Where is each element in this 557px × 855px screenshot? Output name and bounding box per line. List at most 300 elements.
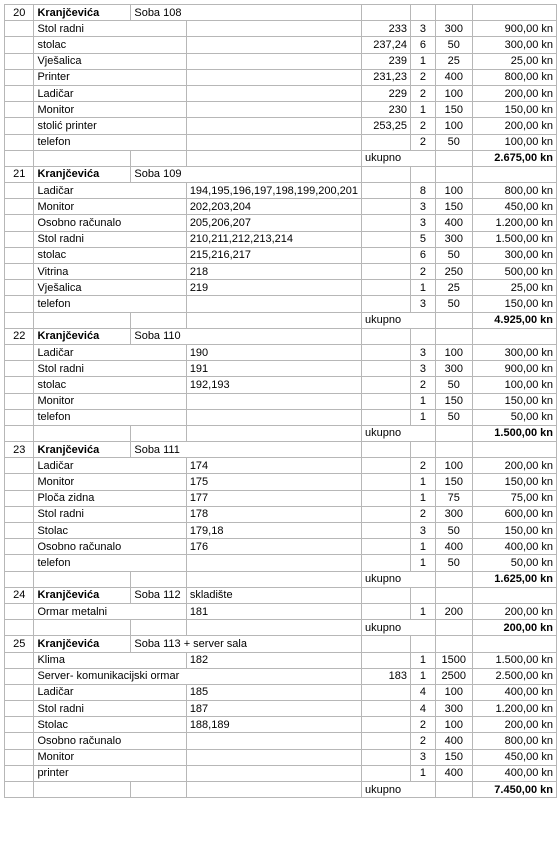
empty-cell[interactable] — [5, 280, 34, 296]
room-number-cell[interactable]: 20 — [5, 5, 34, 21]
item-name-cell[interactable]: Printer — [34, 69, 186, 85]
quantity-cell[interactable]: 1 — [410, 409, 435, 425]
empty-cell[interactable] — [435, 636, 472, 652]
empty-cell[interactable] — [410, 5, 435, 21]
line-total-cell[interactable]: 400,00 kn — [472, 684, 556, 700]
empty-cell[interactable] — [435, 620, 472, 636]
quantity-cell[interactable]: 3 — [410, 523, 435, 539]
empty-cell[interactable] — [435, 150, 472, 166]
room-label-cell[interactable]: Soba 108 — [131, 5, 362, 21]
inventory-numbers-cell[interactable]: 181 — [186, 603, 361, 619]
line-total-cell[interactable]: 1.500,00 kn — [472, 231, 556, 247]
empty-cell[interactable] — [131, 425, 186, 441]
inventory-numbers-cell[interactable] — [186, 555, 361, 571]
empty-cell[interactable] — [186, 150, 361, 166]
empty-cell[interactable] — [435, 571, 472, 587]
code-cell[interactable] — [362, 555, 411, 571]
empty-cell[interactable] — [472, 636, 556, 652]
unit-price-cell[interactable]: 100 — [435, 118, 472, 134]
room-total-cell[interactable]: 1.500,00 kn — [472, 425, 556, 441]
unit-price-cell[interactable]: 50 — [435, 37, 472, 53]
line-total-cell[interactable]: 200,00 kn — [472, 118, 556, 134]
line-total-cell[interactable]: 450,00 kn — [472, 749, 556, 765]
empty-cell[interactable] — [5, 21, 34, 37]
inventory-numbers-cell[interactable]: 175 — [186, 474, 361, 490]
line-total-cell[interactable]: 500,00 kn — [472, 264, 556, 280]
item-name-cell[interactable]: Monitor — [34, 749, 186, 765]
inventory-numbers-cell[interactable]: 174 — [186, 458, 361, 474]
item-name-cell[interactable]: stolac — [34, 377, 186, 393]
empty-cell[interactable] — [5, 603, 34, 619]
empty-cell[interactable] — [5, 506, 34, 522]
empty-cell[interactable] — [472, 587, 556, 603]
empty-cell[interactable] — [131, 620, 186, 636]
empty-cell[interactable] — [472, 442, 556, 458]
empty-cell[interactable] — [5, 765, 34, 781]
quantity-cell[interactable]: 3 — [410, 21, 435, 37]
inventory-numbers-cell[interactable] — [186, 69, 361, 85]
inventory-numbers-cell[interactable]: 179,18 — [186, 523, 361, 539]
quantity-cell[interactable]: 1 — [410, 102, 435, 118]
unit-price-cell[interactable]: 2500 — [435, 668, 472, 684]
quantity-cell[interactable]: 3 — [410, 215, 435, 231]
empty-cell[interactable] — [5, 69, 34, 85]
empty-cell[interactable] — [34, 571, 131, 587]
unit-price-cell[interactable]: 50 — [435, 296, 472, 312]
line-total-cell[interactable]: 100,00 kn — [472, 377, 556, 393]
empty-cell[interactable] — [5, 344, 34, 360]
line-total-cell[interactable]: 900,00 kn — [472, 21, 556, 37]
empty-cell[interactable] — [5, 37, 34, 53]
unit-price-cell[interactable]: 300 — [435, 21, 472, 37]
code-cell[interactable] — [362, 490, 411, 506]
empty-cell[interactable] — [5, 652, 34, 668]
room-number-cell[interactable]: 25 — [5, 636, 34, 652]
room-number-cell[interactable]: 24 — [5, 587, 34, 603]
empty-cell[interactable] — [5, 571, 34, 587]
empty-cell[interactable] — [131, 150, 186, 166]
code-cell[interactable] — [362, 701, 411, 717]
line-total-cell[interactable]: 600,00 kn — [472, 506, 556, 522]
item-name-cell[interactable]: Stol radni — [34, 506, 186, 522]
item-name-cell[interactable]: telefon — [34, 296, 186, 312]
empty-cell[interactable] — [435, 425, 472, 441]
empty-cell[interactable] — [5, 620, 34, 636]
quantity-cell[interactable]: 1 — [410, 280, 435, 296]
room-extra-cell[interactable]: skladište — [186, 587, 361, 603]
empty-cell[interactable] — [435, 312, 472, 328]
empty-cell[interactable] — [435, 5, 472, 21]
code-cell[interactable] — [362, 134, 411, 150]
inventory-numbers-cell[interactable]: 210,211,212,213,214 — [186, 231, 361, 247]
empty-cell[interactable] — [410, 442, 435, 458]
total-label-cell[interactable]: ukupno — [362, 782, 436, 798]
inventory-numbers-cell[interactable]: 177 — [186, 490, 361, 506]
quantity-cell[interactable]: 3 — [410, 296, 435, 312]
line-total-cell[interactable]: 300,00 kn — [472, 247, 556, 263]
inventory-numbers-cell[interactable]: 178 — [186, 506, 361, 522]
quantity-cell[interactable]: 3 — [410, 344, 435, 360]
unit-price-cell[interactable]: 100 — [435, 458, 472, 474]
code-cell[interactable] — [362, 296, 411, 312]
room-total-cell[interactable]: 4.925,00 kn — [472, 312, 556, 328]
item-name-cell[interactable]: Monitor — [34, 199, 186, 215]
quantity-cell[interactable]: 3 — [410, 361, 435, 377]
quantity-cell[interactable]: 1 — [410, 652, 435, 668]
room-label-cell[interactable]: Soba 110 — [131, 328, 362, 344]
inventory-numbers-cell[interactable]: 192,193 — [186, 377, 361, 393]
unit-price-cell[interactable]: 300 — [435, 231, 472, 247]
item-name-cell[interactable]: Stol radni — [34, 361, 186, 377]
room-number-cell[interactable]: 21 — [5, 166, 34, 182]
code-cell[interactable]: 253,25 — [362, 118, 411, 134]
item-name-cell[interactable]: stolić printer — [34, 118, 186, 134]
code-cell[interactable] — [362, 377, 411, 393]
code-cell[interactable] — [362, 361, 411, 377]
empty-cell[interactable] — [362, 442, 411, 458]
inventory-numbers-cell[interactable] — [186, 21, 361, 37]
item-name-cell[interactable]: Vješalica — [34, 53, 186, 69]
empty-cell[interactable] — [5, 782, 34, 798]
quantity-cell[interactable]: 2 — [410, 377, 435, 393]
inventory-numbers-cell[interactable]: 188,189 — [186, 717, 361, 733]
code-cell[interactable] — [362, 765, 411, 781]
empty-cell[interactable] — [5, 296, 34, 312]
quantity-cell[interactable]: 3 — [410, 199, 435, 215]
item-name-cell[interactable]: Vješalica — [34, 280, 186, 296]
empty-cell[interactable] — [5, 490, 34, 506]
unit-price-cell[interactable]: 100 — [435, 85, 472, 101]
quantity-cell[interactable]: 2 — [410, 69, 435, 85]
empty-cell[interactable] — [362, 5, 411, 21]
unit-price-cell[interactable]: 100 — [435, 344, 472, 360]
line-total-cell[interactable]: 25,00 kn — [472, 53, 556, 69]
inventory-numbers-cell[interactable]: 182 — [186, 652, 361, 668]
line-total-cell[interactable]: 150,00 kn — [472, 393, 556, 409]
quantity-cell[interactable]: 1 — [410, 474, 435, 490]
line-total-cell[interactable]: 400,00 kn — [472, 765, 556, 781]
code-cell[interactable]: 233 — [362, 21, 411, 37]
inventory-numbers-cell[interactable]: 194,195,196,197,198,199,200,201 — [186, 183, 361, 199]
room-number-cell[interactable]: 22 — [5, 328, 34, 344]
inventory-numbers-cell[interactable] — [186, 749, 361, 765]
empty-cell[interactable] — [472, 5, 556, 21]
item-name-cell[interactable]: Ploča zidna — [34, 490, 186, 506]
line-total-cell[interactable]: 150,00 kn — [472, 296, 556, 312]
inventory-numbers-cell[interactable]: 191 — [186, 361, 361, 377]
empty-cell[interactable] — [5, 523, 34, 539]
inventory-numbers-cell[interactable] — [186, 409, 361, 425]
quantity-cell[interactable]: 6 — [410, 37, 435, 53]
code-cell[interactable] — [362, 409, 411, 425]
room-label-cell[interactable]: Soba 112 — [131, 587, 186, 603]
code-cell[interactable] — [362, 717, 411, 733]
code-cell[interactable] — [362, 539, 411, 555]
quantity-cell[interactable]: 1 — [410, 668, 435, 684]
empty-cell[interactable] — [435, 442, 472, 458]
empty-cell[interactable] — [435, 328, 472, 344]
unit-price-cell[interactable]: 100 — [435, 717, 472, 733]
line-total-cell[interactable]: 800,00 kn — [472, 69, 556, 85]
empty-cell[interactable] — [5, 215, 34, 231]
code-cell[interactable]: 231,23 — [362, 69, 411, 85]
inventory-numbers-cell[interactable]: 219 — [186, 280, 361, 296]
room-label-cell[interactable]: Soba 109 — [131, 166, 362, 182]
line-total-cell[interactable]: 200,00 kn — [472, 458, 556, 474]
empty-cell[interactable] — [5, 361, 34, 377]
line-total-cell[interactable]: 1.200,00 kn — [472, 215, 556, 231]
item-name-cell[interactable]: printer — [34, 765, 186, 781]
code-cell[interactable] — [362, 684, 411, 700]
item-name-cell[interactable]: Monitor — [34, 102, 186, 118]
empty-cell[interactable] — [34, 782, 131, 798]
total-label-cell[interactable]: ukupno — [362, 620, 436, 636]
line-total-cell[interactable]: 25,00 kn — [472, 280, 556, 296]
empty-cell[interactable] — [5, 668, 34, 684]
unit-price-cell[interactable]: 300 — [435, 361, 472, 377]
empty-cell[interactable] — [5, 393, 34, 409]
empty-cell[interactable] — [435, 782, 472, 798]
inventory-numbers-cell[interactable]: 202,203,204 — [186, 199, 361, 215]
unit-price-cell[interactable]: 400 — [435, 215, 472, 231]
total-label-cell[interactable]: ukupno — [362, 425, 436, 441]
quantity-cell[interactable]: 5 — [410, 231, 435, 247]
line-total-cell[interactable]: 800,00 kn — [472, 183, 556, 199]
quantity-cell[interactable]: 1 — [410, 555, 435, 571]
item-name-cell[interactable]: Stol radni — [34, 21, 186, 37]
quantity-cell[interactable]: 1 — [410, 603, 435, 619]
code-cell[interactable] — [362, 183, 411, 199]
item-name-cell[interactable]: Stolac — [34, 523, 186, 539]
inventory-numbers-cell[interactable]: 176 — [186, 539, 361, 555]
code-cell[interactable] — [362, 603, 411, 619]
inventory-numbers-cell[interactable]: 205,206,207 — [186, 215, 361, 231]
line-total-cell[interactable]: 900,00 kn — [472, 361, 556, 377]
empty-cell[interactable] — [362, 328, 411, 344]
street-name-cell[interactable]: Kranjčevića — [34, 442, 131, 458]
empty-cell[interactable] — [362, 636, 411, 652]
quantity-cell[interactable]: 2 — [410, 85, 435, 101]
quantity-cell[interactable]: 3 — [410, 749, 435, 765]
empty-cell[interactable] — [5, 717, 34, 733]
unit-price-cell[interactable]: 100 — [435, 183, 472, 199]
room-total-cell[interactable]: 200,00 kn — [472, 620, 556, 636]
line-total-cell[interactable]: 50,00 kn — [472, 555, 556, 571]
inventory-numbers-cell[interactable] — [186, 765, 361, 781]
item-name-cell[interactable]: Monitor — [34, 474, 186, 490]
item-name-cell[interactable]: Ladičar — [34, 183, 186, 199]
item-name-cell[interactable]: telefon — [34, 555, 186, 571]
quantity-cell[interactable]: 2 — [410, 118, 435, 134]
total-label-cell[interactable]: ukupno — [362, 150, 436, 166]
code-cell[interactable] — [362, 264, 411, 280]
quantity-cell[interactable]: 2 — [410, 458, 435, 474]
inventory-numbers-cell[interactable]: 190 — [186, 344, 361, 360]
code-cell[interactable] — [362, 652, 411, 668]
empty-cell[interactable] — [410, 166, 435, 182]
code-cell[interactable] — [362, 506, 411, 522]
empty-cell[interactable] — [5, 199, 34, 215]
room-label-cell[interactable]: Soba 113 + server sala — [131, 636, 362, 652]
code-cell[interactable] — [362, 344, 411, 360]
total-label-cell[interactable]: ukupno — [362, 571, 436, 587]
code-cell[interactable] — [362, 280, 411, 296]
inventory-numbers-cell[interactable] — [186, 296, 361, 312]
empty-cell[interactable] — [5, 85, 34, 101]
empty-cell[interactable] — [5, 458, 34, 474]
quantity-cell[interactable]: 1 — [410, 490, 435, 506]
code-cell[interactable] — [362, 523, 411, 539]
empty-cell[interactable] — [186, 620, 361, 636]
line-total-cell[interactable]: 1.200,00 kn — [472, 701, 556, 717]
empty-cell[interactable] — [472, 166, 556, 182]
item-name-cell[interactable]: Vitrina — [34, 264, 186, 280]
line-total-cell[interactable]: 75,00 kn — [472, 490, 556, 506]
empty-cell[interactable] — [5, 555, 34, 571]
line-total-cell[interactable]: 150,00 kn — [472, 523, 556, 539]
quantity-cell[interactable]: 2 — [410, 134, 435, 150]
line-total-cell[interactable]: 1.500,00 kn — [472, 652, 556, 668]
unit-price-cell[interactable]: 50 — [435, 523, 472, 539]
empty-cell[interactable] — [186, 782, 361, 798]
line-total-cell[interactable]: 400,00 kn — [472, 539, 556, 555]
item-name-cell[interactable]: telefon — [34, 134, 186, 150]
line-total-cell[interactable]: 150,00 kn — [472, 474, 556, 490]
code-cell[interactable]: 229 — [362, 85, 411, 101]
code-cell[interactable] — [362, 199, 411, 215]
empty-cell[interactable] — [5, 733, 34, 749]
unit-price-cell[interactable]: 50 — [435, 409, 472, 425]
empty-cell[interactable] — [5, 264, 34, 280]
item-name-cell[interactable]: Ladičar — [34, 85, 186, 101]
empty-cell[interactable] — [5, 749, 34, 765]
empty-cell[interactable] — [410, 328, 435, 344]
item-name-cell[interactable]: stolac — [34, 37, 186, 53]
empty-cell[interactable] — [5, 118, 34, 134]
street-name-cell[interactable]: Kranjčevića — [34, 587, 131, 603]
empty-cell[interactable] — [34, 620, 131, 636]
line-total-cell[interactable]: 200,00 kn — [472, 717, 556, 733]
empty-cell[interactable] — [5, 312, 34, 328]
line-total-cell[interactable]: 200,00 kn — [472, 603, 556, 619]
unit-price-cell[interactable]: 25 — [435, 280, 472, 296]
item-name-cell[interactable]: Stol radni — [34, 701, 186, 717]
unit-price-cell[interactable]: 400 — [435, 733, 472, 749]
inventory-numbers-cell[interactable] — [186, 733, 361, 749]
total-label-cell[interactable]: ukupno — [362, 312, 436, 328]
item-name-cell[interactable]: Monitor — [34, 393, 186, 409]
unit-price-cell[interactable]: 150 — [435, 749, 472, 765]
room-label-cell[interactable]: Soba 111 — [131, 442, 362, 458]
item-name-cell[interactable]: Osobno računalo — [34, 215, 186, 231]
unit-price-cell[interactable]: 50 — [435, 377, 472, 393]
room-number-cell[interactable]: 23 — [5, 442, 34, 458]
street-name-cell[interactable]: Kranjčevića — [34, 5, 131, 21]
empty-cell[interactable] — [5, 134, 34, 150]
unit-price-cell[interactable]: 200 — [435, 603, 472, 619]
inventory-numbers-cell[interactable]: 215,216,217 — [186, 247, 361, 263]
item-name-cell[interactable]: Osobno računalo — [34, 733, 186, 749]
quantity-cell[interactable]: 1 — [410, 539, 435, 555]
quantity-cell[interactable]: 6 — [410, 247, 435, 263]
line-total-cell[interactable]: 2.500,00 kn — [472, 668, 556, 684]
unit-price-cell[interactable]: 1500 — [435, 652, 472, 668]
street-name-cell[interactable]: Kranjčevića — [34, 328, 131, 344]
line-total-cell[interactable]: 300,00 kn — [472, 37, 556, 53]
item-name-cell[interactable]: Stol radni — [34, 231, 186, 247]
code-cell[interactable]: 237,24 — [362, 37, 411, 53]
inventory-numbers-cell[interactable]: 218 — [186, 264, 361, 280]
empty-cell[interactable] — [5, 701, 34, 717]
quantity-cell[interactable]: 4 — [410, 684, 435, 700]
quantity-cell[interactable]: 1 — [410, 393, 435, 409]
room-total-cell[interactable]: 7.450,00 kn — [472, 782, 556, 798]
code-cell[interactable] — [362, 215, 411, 231]
line-total-cell[interactable]: 100,00 kn — [472, 134, 556, 150]
item-name-cell[interactable]: Klima — [34, 652, 186, 668]
item-name-cell[interactable]: stolac — [34, 247, 186, 263]
empty-cell[interactable] — [5, 539, 34, 555]
empty-cell[interactable] — [186, 312, 361, 328]
street-name-cell[interactable]: Kranjčevića — [34, 636, 131, 652]
unit-price-cell[interactable]: 150 — [435, 102, 472, 118]
code-cell[interactable] — [362, 458, 411, 474]
empty-cell[interactable] — [5, 377, 34, 393]
empty-cell[interactable] — [34, 150, 131, 166]
quantity-cell[interactable]: 1 — [410, 765, 435, 781]
line-total-cell[interactable]: 150,00 kn — [472, 102, 556, 118]
line-total-cell[interactable]: 300,00 kn — [472, 344, 556, 360]
empty-cell[interactable] — [410, 636, 435, 652]
code-cell[interactable]: 239 — [362, 53, 411, 69]
empty-cell[interactable] — [34, 425, 131, 441]
item-name-cell[interactable]: Stolac — [34, 717, 186, 733]
item-name-cell[interactable]: Server- komunikacijski ormar — [34, 668, 362, 684]
unit-price-cell[interactable]: 150 — [435, 393, 472, 409]
unit-price-cell[interactable]: 50 — [435, 555, 472, 571]
inventory-numbers-cell[interactable] — [186, 37, 361, 53]
code-cell[interactable] — [362, 393, 411, 409]
empty-cell[interactable] — [5, 247, 34, 263]
unit-price-cell[interactable]: 250 — [435, 264, 472, 280]
room-total-cell[interactable]: 1.625,00 kn — [472, 571, 556, 587]
inventory-numbers-cell[interactable] — [186, 102, 361, 118]
unit-price-cell[interactable]: 300 — [435, 506, 472, 522]
item-name-cell[interactable]: Ladičar — [34, 344, 186, 360]
empty-cell[interactable] — [5, 53, 34, 69]
empty-cell[interactable] — [472, 328, 556, 344]
item-name-cell[interactable]: Ladičar — [34, 684, 186, 700]
unit-price-cell[interactable]: 400 — [435, 69, 472, 85]
empty-cell[interactable] — [5, 474, 34, 490]
quantity-cell[interactable]: 2 — [410, 264, 435, 280]
empty-cell[interactable] — [186, 425, 361, 441]
empty-cell[interactable] — [362, 587, 411, 603]
empty-cell[interactable] — [131, 571, 186, 587]
code-cell[interactable]: 183 — [362, 668, 411, 684]
inventory-numbers-cell[interactable]: 185 — [186, 684, 361, 700]
item-name-cell[interactable]: Ladičar — [34, 458, 186, 474]
line-total-cell[interactable]: 200,00 kn — [472, 85, 556, 101]
empty-cell[interactable] — [362, 166, 411, 182]
inventory-numbers-cell[interactable] — [186, 85, 361, 101]
room-total-cell[interactable]: 2.675,00 kn — [472, 150, 556, 166]
empty-cell[interactable] — [5, 183, 34, 199]
quantity-cell[interactable]: 1 — [410, 53, 435, 69]
item-name-cell[interactable]: Ormar metalni — [34, 603, 186, 619]
inventory-numbers-cell[interactable] — [186, 134, 361, 150]
empty-cell[interactable] — [5, 684, 34, 700]
